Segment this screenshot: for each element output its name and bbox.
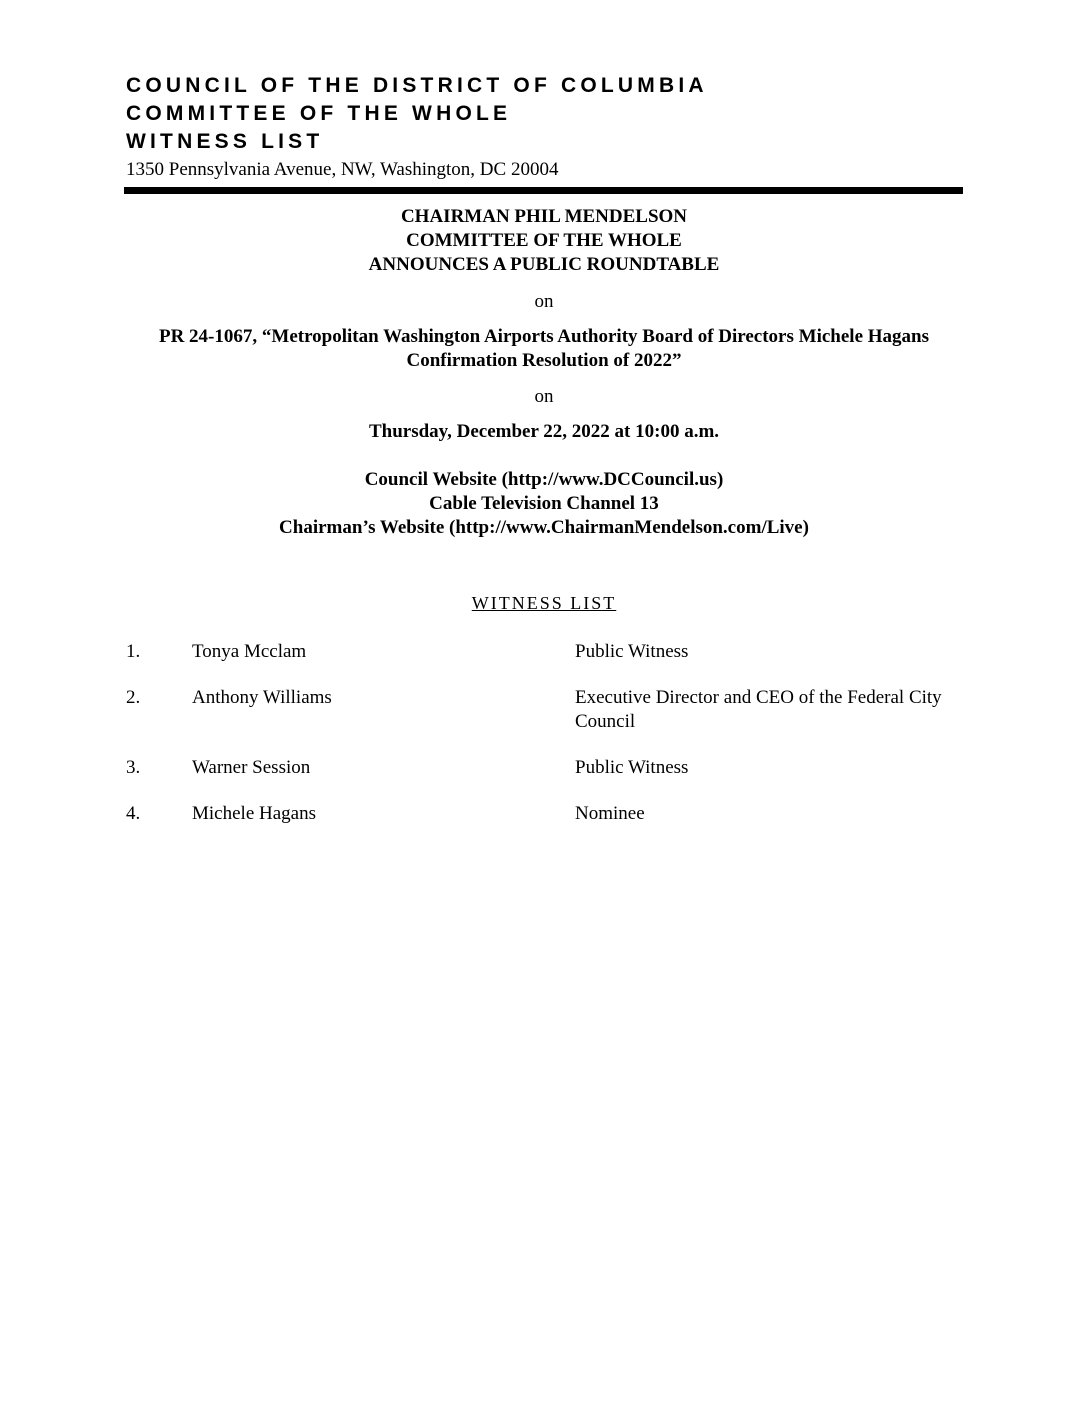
witness-row (126, 756, 966, 780)
council-name: COUNCIL OF THE DISTRICT OF COLUMBIA (126, 74, 708, 97)
witness-number: 2. (126, 687, 141, 708)
witness-role: Executive Director and CEO of the Federal City Council (575, 687, 942, 732)
witness-role: Public Witness (575, 641, 689, 662)
cable-channel: Cable Television Channel 13 (429, 493, 659, 514)
witness-role: Public Witness (575, 757, 689, 778)
council-website: Council Website (http://www.DCCouncil.us) (364, 469, 724, 490)
witness-name: Anthony Williams (192, 687, 332, 708)
witness-role: Nominee (575, 803, 645, 824)
announcement-heading (100, 205, 988, 277)
chairman-website: Chairman’s Website (http://www.ChairmanMendelson.com/Live) (279, 517, 809, 538)
on-connector-1: on (534, 291, 554, 312)
witness-list-heading (0, 592, 1088, 614)
witness-name: Warner Session (192, 757, 311, 778)
resolution-line-1: PR 24-1067, “Metropolitan Washington Airports Authority Board of Directors Michele Hagans (158, 326, 929, 347)
witness-row (126, 802, 966, 826)
witness-row (126, 686, 966, 734)
witness-name: Tonya Mcclam (192, 641, 307, 662)
witness-table (126, 640, 966, 848)
roundtable-line: ANNOUNCES A PUBLIC ROUNDTABLE (368, 254, 720, 275)
document-type: WITNESS LIST (126, 130, 324, 153)
witness-name: Michele Hagans (192, 803, 316, 824)
council-address: 1350 Pennsylvania Avenue, NW, Washington, DC 20004 (126, 159, 559, 180)
committee-line: COMMITTEE OF THE WHOLE (406, 230, 682, 251)
witness-list-heading-text: WITNESS LIST (471, 593, 617, 613)
resolution-line-2: Confirmation Resolution of 2022” (406, 350, 682, 371)
letterhead (126, 72, 966, 182)
chairman-line: CHAIRMAN PHIL MENDELSON (400, 206, 688, 227)
resolution-title (100, 325, 988, 373)
witness-row (126, 640, 966, 664)
witness-number: 1. (126, 641, 141, 662)
witness-number: 4. (126, 803, 141, 824)
hearing-date: Thursday, December 22, 2022 at 10:00 a.m. (368, 421, 720, 442)
header-divider (124, 187, 963, 194)
committee-name: COMMITTEE OF THE WHOLE (126, 102, 512, 125)
broadcast-info (100, 468, 988, 540)
on-connector-2: on (534, 386, 554, 407)
witness-number: 3. (126, 757, 141, 778)
